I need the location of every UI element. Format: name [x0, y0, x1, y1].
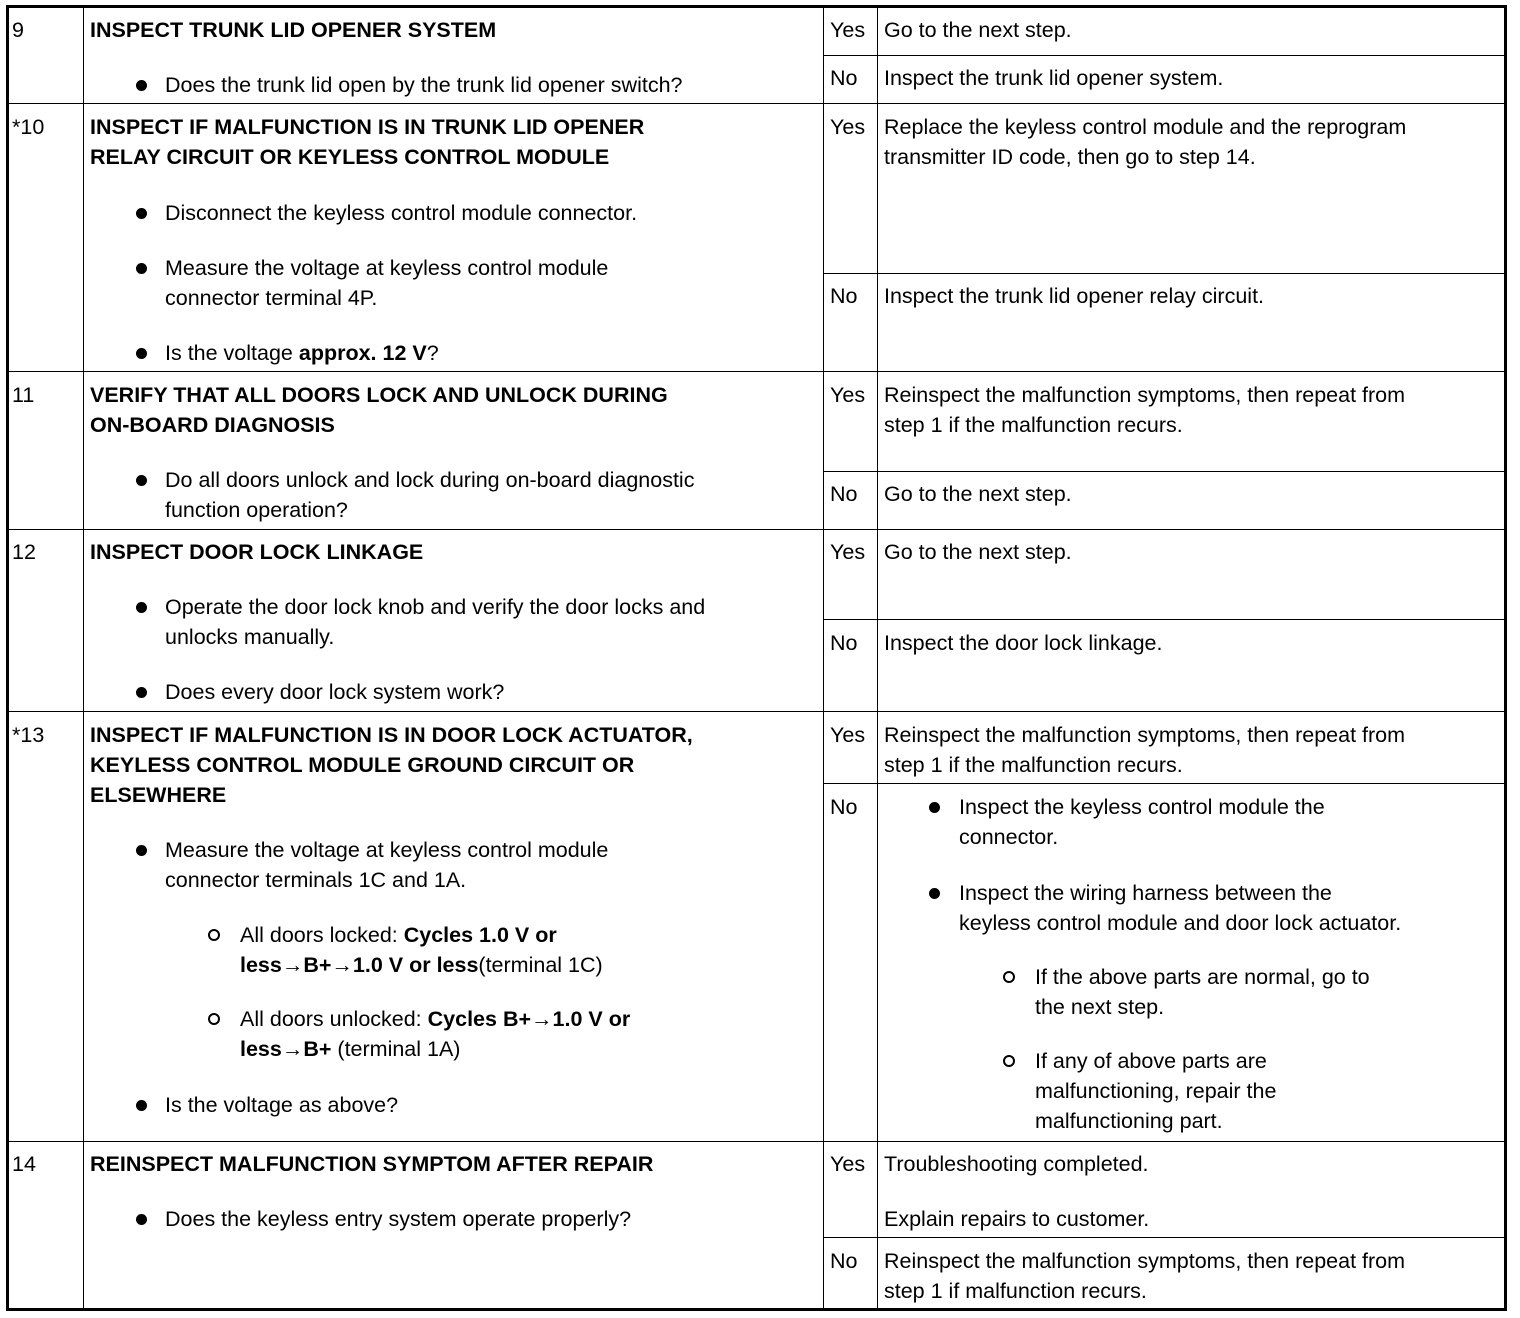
step-number: 12: [12, 540, 36, 564]
procedure-text: Operate the door lock knob and verify the door locks and: [165, 595, 706, 619]
text-span: Is the voltage: [165, 341, 299, 365]
col-divider-procedure: [823, 8, 824, 1308]
no-action: the next step.: [1035, 995, 1165, 1019]
yes-action: transmitter ID code, then go to step 14.: [884, 145, 1256, 169]
procedure-text: Does every door lock system work?: [165, 680, 505, 704]
yes-no-divider: [823, 783, 1504, 784]
procedure-text: Measure the voltage at keyless control module: [165, 838, 609, 862]
bullet-icon: [136, 208, 147, 219]
procedure-text: [165, 338, 439, 368]
no-action: keyless control module and door lock actuator.: [959, 911, 1402, 935]
yes-action: Go to the next step.: [884, 18, 1072, 42]
bullet-icon: [136, 1214, 147, 1225]
yes-no-divider: [823, 619, 1504, 620]
bullet-icon: [136, 1100, 147, 1111]
no-label: No: [830, 1249, 858, 1273]
yes-action: step 1 if the malfunction recurs.: [884, 753, 1183, 777]
yes-action: Reinspect the malfunction symptoms, then repeat from: [884, 383, 1406, 407]
spec-value: Cycles B+→1.0 V or: [427, 1007, 631, 1031]
bullet-icon: [136, 687, 147, 698]
bullet-icon: [136, 602, 147, 613]
text-span: ?: [426, 341, 439, 365]
step-title: INSPECT IF MALFUNCTION IS IN TRUNK LID OPENER: [90, 115, 645, 139]
no-action: Inspect the keyless control module the: [959, 795, 1325, 819]
no-label: No: [830, 482, 858, 506]
sub-bullet-icon: [1003, 971, 1015, 983]
step-title: INSPECT TRUNK LID OPENER SYSTEM: [90, 18, 497, 42]
step-title: VERIFY THAT ALL DOORS LOCK AND UNLOCK DURING: [90, 383, 668, 407]
no-action: Inspect the trunk lid opener relay circuit.: [884, 284, 1265, 308]
step-number: *10: [12, 115, 45, 139]
text-span: (terminal 1C): [478, 953, 603, 977]
bullet-icon: [136, 348, 147, 359]
yes-action: Go to the next step.: [884, 540, 1072, 564]
col-divider-result: [877, 8, 878, 1308]
step-title: INSPECT DOOR LOCK LINKAGE: [90, 540, 424, 564]
bullet-icon: [929, 888, 940, 899]
no-label: No: [830, 66, 858, 90]
procedure-text: Is the voltage as above?: [165, 1093, 399, 1117]
yes-action: Reinspect the malfunction symptoms, then repeat from: [884, 723, 1406, 747]
step-number: 14: [12, 1152, 36, 1176]
bullet-icon: [136, 80, 147, 91]
no-label: No: [830, 284, 858, 308]
yes-label: Yes: [830, 540, 866, 564]
step-number: *13: [12, 723, 45, 747]
procedure-text: [240, 1034, 460, 1064]
step-title: INSPECT IF MALFUNCTION IS IN DOOR LOCK ACTUATOR,: [90, 723, 693, 747]
step-title: KEYLESS CONTROL MODULE GROUND CIRCUIT OR: [90, 753, 635, 777]
row-divider: [9, 371, 1504, 372]
procedure-text: unlocks manually.: [165, 625, 335, 649]
row-divider: [9, 529, 1504, 530]
row-divider: [9, 1141, 1504, 1142]
procedure-text: Does the trunk lid open by the trunk lid opener switch?: [165, 73, 683, 97]
no-action: malfunctioning, repair the: [1035, 1079, 1277, 1103]
step-title: REINSPECT MALFUNCTION SYMPTOM AFTER REPAIR: [90, 1152, 654, 1176]
no-action: connector.: [959, 825, 1059, 849]
bullet-icon: [136, 845, 147, 856]
step-number: 11: [12, 383, 35, 407]
yes-action: step 1 if the malfunction recurs.: [884, 413, 1183, 437]
procedure-text: [240, 950, 603, 980]
procedure-text: connector terminals 1C and 1A.: [165, 868, 467, 892]
yes-label: Yes: [830, 383, 866, 407]
no-action: If any of above parts are: [1035, 1049, 1267, 1073]
no-action: Go to the next step.: [884, 482, 1072, 506]
yes-no-divider: [823, 1237, 1504, 1238]
sub-bullet-icon: [208, 929, 220, 941]
yes-no-divider: [823, 273, 1504, 274]
procedure-text: Do all doors unlock and lock during on-board diagnostic: [165, 468, 695, 492]
procedure-text: connector terminal 4P.: [165, 286, 378, 310]
no-action: Reinspect the malfunction symptoms, then repeat from: [884, 1249, 1406, 1273]
bullet-icon: [136, 263, 147, 274]
no-action: step 1 if malfunction recurs.: [884, 1279, 1147, 1303]
procedure-text: function operation?: [165, 498, 348, 522]
sub-bullet-icon: [208, 1013, 220, 1025]
procedure-text: [240, 1004, 630, 1034]
no-action: Inspect the wiring harness between the: [959, 881, 1332, 905]
row-divider: [9, 103, 1504, 104]
yes-action: Troubleshooting completed.: [884, 1152, 1149, 1176]
spec-value: Cycles 1.0 V or: [403, 923, 557, 947]
bullet-icon: [136, 475, 147, 486]
no-action: Inspect the trunk lid opener system.: [884, 66, 1224, 90]
no-label: No: [830, 631, 858, 655]
spec-value: less→B+→1.0 V or less: [240, 953, 479, 977]
yes-label: Yes: [830, 1152, 866, 1176]
procedure-text: Does the keyless entry system operate properly?: [165, 1207, 632, 1231]
row-divider: [9, 711, 1504, 712]
step-title: ELSEWHERE: [90, 783, 227, 807]
text-span: (terminal 1A): [331, 1037, 461, 1061]
spec-value: approx. 12 V: [298, 341, 427, 365]
step-title: RELAY CIRCUIT OR KEYLESS CONTROL MODULE: [90, 145, 610, 169]
yes-action: Explain repairs to customer.: [884, 1207, 1150, 1231]
procedure-text: Measure the voltage at keyless control module: [165, 256, 609, 280]
step-title: ON-BOARD DIAGNOSIS: [90, 413, 335, 437]
yes-label: Yes: [830, 115, 866, 139]
text-span: All doors unlocked:: [240, 1007, 428, 1031]
sub-bullet-icon: [1003, 1055, 1015, 1067]
col-divider-step: [83, 8, 84, 1308]
bullet-icon: [929, 802, 940, 813]
procedure-text: [240, 920, 557, 950]
yes-label: Yes: [830, 723, 866, 747]
no-label: No: [830, 795, 858, 819]
text-span: All doors locked:: [240, 923, 404, 947]
spec-value: less→B+: [240, 1037, 332, 1061]
step-number: 9: [12, 18, 24, 42]
yes-no-divider: [823, 55, 1504, 56]
troubleshooting-table: [6, 5, 1507, 1311]
no-action: If the above parts are normal, go to: [1035, 965, 1370, 989]
yes-no-divider: [823, 471, 1504, 472]
yes-label: Yes: [830, 18, 866, 42]
procedure-text: Disconnect the keyless control module connector.: [165, 201, 638, 225]
no-action: Inspect the door lock linkage.: [884, 631, 1163, 655]
no-action: malfunctioning part.: [1035, 1109, 1223, 1133]
yes-action: Replace the keyless control module and the reprogram: [884, 115, 1407, 139]
